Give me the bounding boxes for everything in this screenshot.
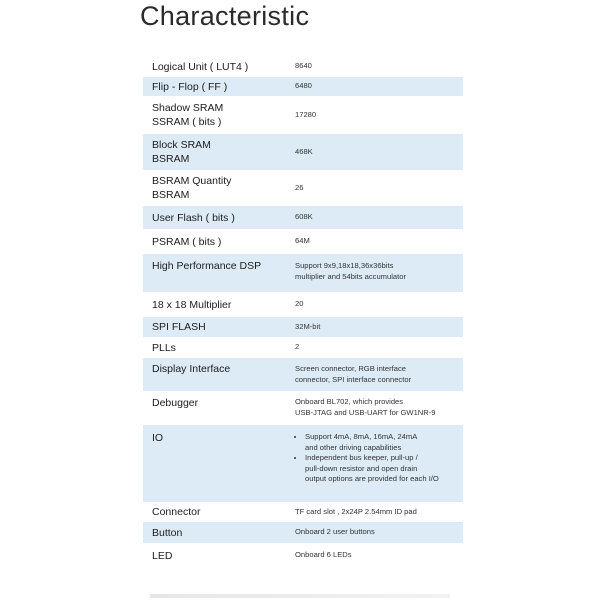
row-name: Display Interface bbox=[152, 363, 231, 375]
row-name: Connector bbox=[152, 506, 201, 518]
io-bullet-1: • Support 4mA, 8mA, 16mA, 24mA and other driving capabilities bbox=[305, 432, 460, 453]
row-name: BSRAM Quantity BSRAM bbox=[152, 175, 232, 201]
row-name: Logical Unit ( LUT4 ) bbox=[152, 60, 249, 73]
row-name: Shadow SRAM SSRAM ( bits ) bbox=[152, 102, 224, 128]
table-row bbox=[143, 292, 463, 317]
row-name: Button bbox=[152, 526, 183, 539]
row-name: Flip - Flop ( FF ) bbox=[152, 80, 228, 93]
row-value: Onboard 6 LEDs bbox=[295, 550, 352, 560]
row-name: SPI FLASH bbox=[152, 321, 206, 333]
row-name: 18 x 18 Multiplier bbox=[152, 298, 232, 311]
table-row bbox=[143, 170, 463, 206]
table-row bbox=[143, 56, 463, 77]
row-value: 468K bbox=[295, 146, 313, 156]
table-row bbox=[143, 522, 463, 543]
row-value: 26 bbox=[295, 182, 304, 192]
row-value: 17280 bbox=[295, 109, 317, 119]
row-name: Block SRAM BSRAM bbox=[152, 139, 211, 165]
row-name: High Performance DSP bbox=[152, 260, 262, 272]
table-row bbox=[143, 317, 463, 337]
io-bullet-2: • Independent bus keeper, pull-up / pull-down resistor and open drain output options are provided for each I/O bbox=[305, 453, 460, 485]
row-value: 6480 bbox=[295, 81, 312, 91]
table-row bbox=[143, 502, 463, 522]
row-value: TF card slot , 2x24P 2.54mm ID pad bbox=[295, 506, 417, 516]
table-row bbox=[143, 254, 463, 292]
row-value: 2 bbox=[295, 342, 300, 352]
row-value: Support 9x9,18x18,36x36bits multiplier and 54bits accumulator bbox=[295, 261, 407, 281]
table-row bbox=[143, 229, 463, 254]
row-value: 608K bbox=[295, 212, 313, 222]
row-value: Screen connector, RGB interface connector, SPI interface connector bbox=[295, 364, 412, 384]
table-row bbox=[143, 134, 463, 170]
row-value: 64M bbox=[295, 236, 310, 246]
table-row bbox=[143, 96, 463, 134]
table-row bbox=[143, 425, 463, 502]
row-value: Onboard BL702, which provides USB-JTAG and USB-UART for GW1NR-9 bbox=[295, 397, 436, 417]
row-value bbox=[295, 432, 460, 485]
table-row bbox=[143, 358, 463, 391]
table-row bbox=[143, 391, 463, 425]
table-row bbox=[143, 543, 463, 568]
faint-divider bbox=[150, 594, 450, 598]
row-value: Onboard 2 user buttons bbox=[295, 527, 375, 537]
table-row bbox=[143, 337, 463, 358]
row-name: LED bbox=[152, 549, 173, 562]
spec-table bbox=[143, 56, 463, 568]
table-row bbox=[143, 77, 463, 96]
row-name: Debugger bbox=[152, 397, 199, 409]
row-name: IO bbox=[152, 432, 164, 444]
row-value: 8640 bbox=[295, 61, 312, 71]
row-value: 20 bbox=[295, 299, 304, 309]
row-name: PSRAM ( bits ) bbox=[152, 235, 222, 248]
row-name: User Flash ( bits ) bbox=[152, 211, 235, 224]
row-value: 32M-bit bbox=[295, 321, 321, 331]
page-title: Characteristic bbox=[140, 1, 310, 31]
row-name: PLLs bbox=[152, 341, 176, 354]
table-row bbox=[143, 206, 463, 229]
